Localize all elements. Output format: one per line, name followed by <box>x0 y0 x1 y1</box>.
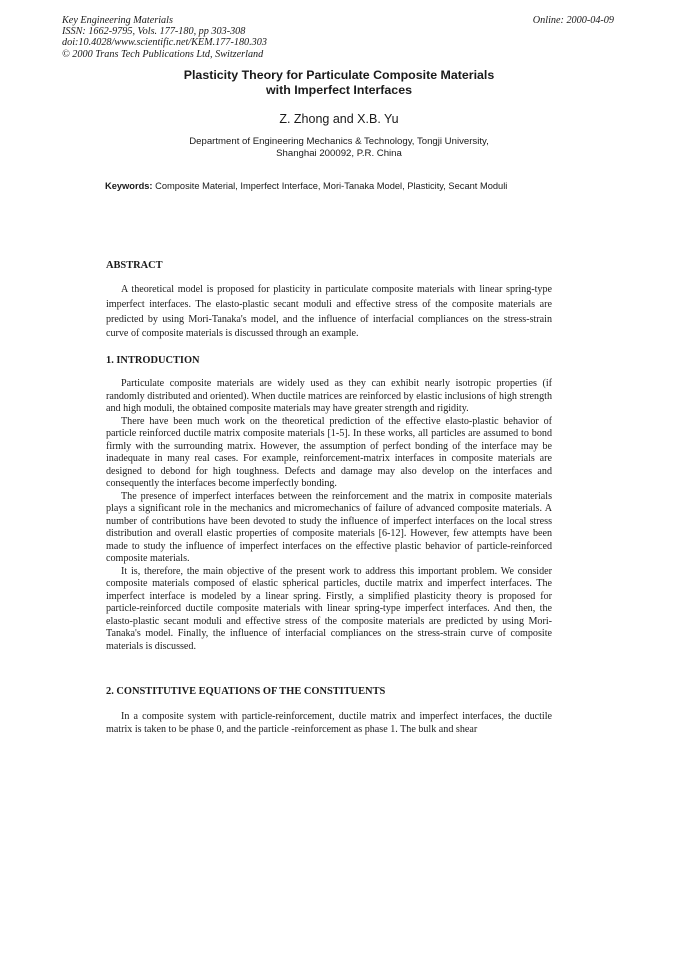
intro-paragraph-2: There have been much work on the theoretical prediction of the effective elasto-plastic behavior of particle reinforced ductile matrix composite materials [1-5]. In these works, all particles are assumed to bond firmly with the surrounding matrix. However, the assumption of perfect bonding of the interface may be inadequate in many real cases. For example, reinforcement-matrix interfaces in composite materials are designed to debond for high toughness. Defects and damage may also develop on the interfaces and consequently the interfaces become imperfectly bonding. <box>106 415 552 489</box>
journal-issn: ISSN: 1662-9795, Vols. 177-180, pp 303-308 <box>62 26 246 38</box>
affiliation-line-2: Shanghai 200092, P.R. China <box>276 148 402 159</box>
introduction-body <box>106 378 552 653</box>
journal-name: Key Engineering Materials <box>62 15 173 26</box>
journal-header <box>62 15 267 60</box>
title-line-2: with Imperfect Interfaces <box>266 83 412 97</box>
keywords-text: Composite Material, Imperfect Interface, Mori-Tanaka Model, Plasticity, Secant Moduli <box>155 181 508 191</box>
paper-title <box>0 68 678 98</box>
abstract-text: A theoretical model is proposed for plasticity in particulate composite materials with linear spring-type imperfect interfaces. The elasto-plastic secant moduli and effective stress of the composite materials are predicted by using Mori-Tanaka's model, and the influence of interfacial compliances on the stress-strain curve of composite materials is discussed through an example. <box>106 284 552 340</box>
online-date: Online: 2000-04-09 <box>532 15 614 26</box>
abstract-body <box>106 283 552 342</box>
intro-paragraph-3: The presence of imperfect interfaces between the reinforcement and the matrix in composite materials plays a significant role in the mechanics and micromechanics of failure of advanced composite materials. A number of contributions have been devoted to study the influence of imperfect interfaces on the local stress distribution and overall elastic properties of composite materials [6-12]. However, few attempts have been made to study the influence of imperfect interfaces on the effective plastic behavior of particle-reinforced composite materials. <box>106 490 552 564</box>
title-line-1: Plasticity Theory for Particulate Composite Materials <box>183 68 495 82</box>
journal-copyright: © 2000 Trans Tech Publications Ltd, Switzerland <box>62 48 264 60</box>
keywords <box>105 181 575 191</box>
journal-doi: doi:10.4028/www.scientific.net/KEM.177-180.303 <box>62 37 267 49</box>
introduction-heading: 1. INTRODUCTION <box>106 355 200 366</box>
constitutive-heading: 2. CONSTITUTIVE EQUATIONS OF THE CONSTITUENTS <box>106 686 386 697</box>
constitutive-body <box>106 710 552 736</box>
abstract-heading: ABSTRACT <box>106 260 163 271</box>
intro-paragraph-1: Particulate composite materials are widely used as they can exhibit nearly isotropic properties (if randomly distributed and oriented). When ductile matrices are reinforced by elastic inclusions of high strength and high moduli, the obtained composite materials may have greater strength and rigidity. <box>106 378 552 414</box>
keywords-label: Keywords: <box>105 181 153 191</box>
intro-paragraph-4: It is, therefore, the main objective of the present work to address this important problem. We consider composite materials composed of elastic spherical particles, ductile matrix and imperfect interfaces. The imperfect interface is modeled by a linear spring. Firstly, a simplified plasticity theory is proposed for particle-reinforced ductile composite materials with linear spring-type imperfect interfaces. And then, the elasto-plastic secant moduli and effective stress of the composite materials are predicted by using Mori-Tanaka's model. Finally, the influence of interfacial compliances on the stress-strain curve of composite materials is discussed. <box>106 565 552 652</box>
authors: Z. Zhong and X.B. Yu <box>279 112 399 126</box>
affiliation-line-1: Department of Engineering Mechanics & Technology, Tongji University, <box>189 136 489 147</box>
constitutive-text: In a composite system with particle-reinforcement, ductile matrix and imperfect interfaces, the ductile matrix is taken to be phase 0, and the particle -reinforcement as phase 1. The bulk and shear <box>106 711 552 735</box>
affiliation <box>0 136 678 160</box>
